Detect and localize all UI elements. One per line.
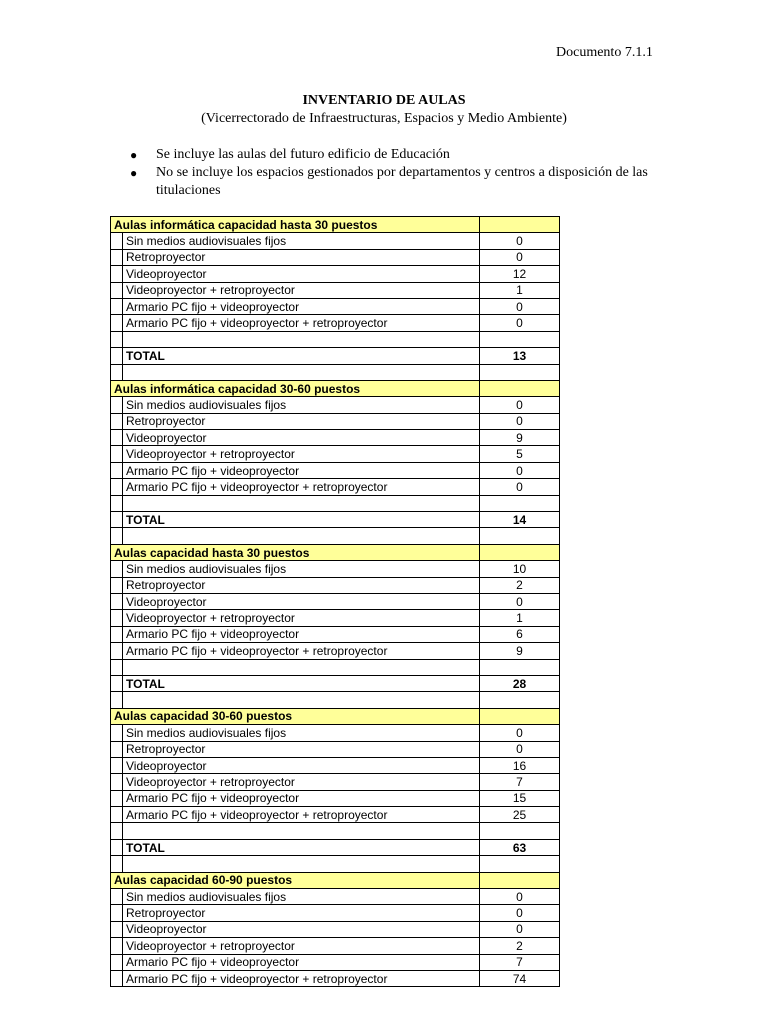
- section-title: Aulas informática capacidad hasta 30 puestos: [111, 217, 480, 233]
- section-title: Aulas capacidad 60-90 puestos: [111, 872, 480, 888]
- row-value: 7: [480, 954, 560, 970]
- section-header: [111, 217, 560, 233]
- section-header-value: [480, 380, 560, 396]
- section-header: [111, 544, 560, 560]
- total-value: 14: [480, 512, 560, 528]
- table-row: [111, 282, 560, 298]
- table-row: [111, 626, 560, 642]
- table-row: [111, 298, 560, 314]
- table-row: [111, 610, 560, 626]
- row-value: 7: [480, 774, 560, 790]
- table-row: [111, 266, 560, 282]
- row-value: 0: [480, 462, 560, 478]
- notes-list: [130, 146, 670, 200]
- row-value: 0: [480, 905, 560, 921]
- empty-row: [111, 659, 560, 675]
- row-value: 6: [480, 626, 560, 642]
- table-row: [111, 577, 560, 593]
- note-item: [130, 164, 670, 200]
- row-label: Armario PC fijo + videoproyector + retroproyector: [123, 970, 480, 986]
- empty-row: [111, 331, 560, 347]
- row-value: 0: [480, 725, 560, 741]
- total-value: 13: [480, 348, 560, 364]
- section-header: [111, 708, 560, 724]
- row-label: Armario PC fijo + videoproyector + retroproyector: [123, 315, 480, 331]
- row-label: Armario PC fijo + videoproyector: [123, 462, 480, 478]
- row-value: 1: [480, 610, 560, 626]
- note-text: Se incluye las aulas del futuro edificio de Educación: [156, 147, 450, 162]
- row-label: Armario PC fijo + videoproyector + retroproyector: [123, 807, 480, 823]
- row-label: Sin medios audiovisuales fijos: [123, 233, 480, 249]
- row-label: Armario PC fijo + videoproyector: [123, 954, 480, 970]
- row-value: 9: [480, 430, 560, 446]
- empty-row: [111, 856, 560, 872]
- total-value: 28: [480, 675, 560, 691]
- row-label: Sin medios audiovisuales fijos: [123, 561, 480, 577]
- row-label: Videoproyector + retroproyector: [123, 282, 480, 298]
- bullet-icon: ●: [130, 166, 138, 180]
- row-label: Sin medios audiovisuales fijos: [123, 725, 480, 741]
- row-value: 12: [480, 266, 560, 282]
- table-row: [111, 757, 560, 773]
- row-label: Videoproyector + retroproyector: [123, 938, 480, 954]
- table-row: [111, 954, 560, 970]
- row-value: 0: [480, 741, 560, 757]
- document-title: INVENTARIO DE AULAS: [302, 93, 466, 108]
- row-value: 0: [480, 233, 560, 249]
- row-label: Armario PC fijo + videoproyector + retroproyector: [123, 479, 480, 495]
- note-text: No se incluye los espacios gestionados por departamentos y centros a disposición de las titulaciones: [156, 165, 648, 198]
- table-row: [111, 970, 560, 986]
- section-header-value: [480, 544, 560, 560]
- row-value: 0: [480, 315, 560, 331]
- row-value: 0: [480, 397, 560, 413]
- row-label: Sin medios audiovisuales fijos: [123, 397, 480, 413]
- table-row: [111, 593, 560, 609]
- row-value: 0: [480, 593, 560, 609]
- row-label: Retroproyector: [123, 413, 480, 429]
- row-label: Armario PC fijo + videoproyector: [123, 626, 480, 642]
- table-row: [111, 790, 560, 806]
- empty-row: [111, 528, 560, 544]
- row-value: 16: [480, 757, 560, 773]
- row-value: 0: [480, 921, 560, 937]
- row-value: 2: [480, 938, 560, 954]
- table-row: [111, 807, 560, 823]
- table-row: [111, 479, 560, 495]
- section-title: Aulas capacidad 30-60 puestos: [111, 708, 480, 724]
- row-value: 25: [480, 807, 560, 823]
- row-label: Videoproyector: [123, 593, 480, 609]
- inventory-table: [110, 216, 560, 987]
- total-label: TOTAL: [123, 675, 480, 691]
- table-row: [111, 774, 560, 790]
- table-row: [111, 741, 560, 757]
- table-row: [111, 905, 560, 921]
- table-row: [111, 430, 560, 446]
- row-label: Armario PC fijo + videoproyector: [123, 790, 480, 806]
- bullet-icon: ●: [130, 148, 138, 162]
- section-header: [111, 380, 560, 396]
- table-row: [111, 249, 560, 265]
- row-label: Videoproyector: [123, 921, 480, 937]
- document-subtitle: (Vicerrectorado de Infraestructuras, Espacios y Medio Ambiente): [201, 111, 567, 126]
- row-value: 0: [480, 889, 560, 905]
- title-block: [0, 92, 768, 128]
- row-value: 1: [480, 282, 560, 298]
- row-value: 0: [480, 413, 560, 429]
- table-row: [111, 397, 560, 413]
- row-label: Retroproyector: [123, 577, 480, 593]
- table-row: [111, 643, 560, 659]
- row-label: Videoproyector: [123, 430, 480, 446]
- row-value: 10: [480, 561, 560, 577]
- row-label: Retroproyector: [123, 249, 480, 265]
- table-row: [111, 561, 560, 577]
- row-label: Retroproyector: [123, 905, 480, 921]
- total-value: 63: [480, 839, 560, 855]
- row-value: 0: [480, 298, 560, 314]
- table-row: [111, 413, 560, 429]
- row-value: 74: [480, 970, 560, 986]
- row-label: Armario PC fijo + videoproyector + retroproyector: [123, 643, 480, 659]
- row-value: 0: [480, 249, 560, 265]
- row-label: Videoproyector: [123, 757, 480, 773]
- section-header-value: [480, 217, 560, 233]
- table-row: [111, 938, 560, 954]
- total-row: [111, 675, 560, 691]
- row-value: 2: [480, 577, 560, 593]
- empty-row: [111, 495, 560, 511]
- section-title: Aulas informática capacidad 30-60 puestos: [111, 380, 480, 396]
- total-label: TOTAL: [123, 348, 480, 364]
- total-row: [111, 348, 560, 364]
- row-label: Armario PC fijo + videoproyector: [123, 298, 480, 314]
- empty-row: [111, 692, 560, 708]
- table-row: [111, 446, 560, 462]
- document-reference: Documento 7.1.1: [556, 45, 653, 60]
- row-label: Videoproyector + retroproyector: [123, 610, 480, 626]
- row-label: Videoproyector + retroproyector: [123, 446, 480, 462]
- table-row: [111, 921, 560, 937]
- row-value: 5: [480, 446, 560, 462]
- table-row: [111, 889, 560, 905]
- table-row: [111, 315, 560, 331]
- total-row: [111, 512, 560, 528]
- row-label: Videoproyector + retroproyector: [123, 774, 480, 790]
- row-value: 9: [480, 643, 560, 659]
- section-header-value: [480, 872, 560, 888]
- total-row: [111, 839, 560, 855]
- empty-row: [111, 823, 560, 839]
- table-row: [111, 233, 560, 249]
- note-item: [130, 146, 670, 164]
- row-value: 15: [480, 790, 560, 806]
- empty-row: [111, 364, 560, 380]
- row-label: Videoproyector: [123, 266, 480, 282]
- total-label: TOTAL: [123, 512, 480, 528]
- row-label: Retroproyector: [123, 741, 480, 757]
- table-row: [111, 725, 560, 741]
- section-header-value: [480, 708, 560, 724]
- section-title: Aulas capacidad hasta 30 puestos: [111, 544, 480, 560]
- row-value: 0: [480, 479, 560, 495]
- table-row: [111, 462, 560, 478]
- total-label: TOTAL: [123, 839, 480, 855]
- section-header: [111, 872, 560, 888]
- row-label: Sin medios audiovisuales fijos: [123, 889, 480, 905]
